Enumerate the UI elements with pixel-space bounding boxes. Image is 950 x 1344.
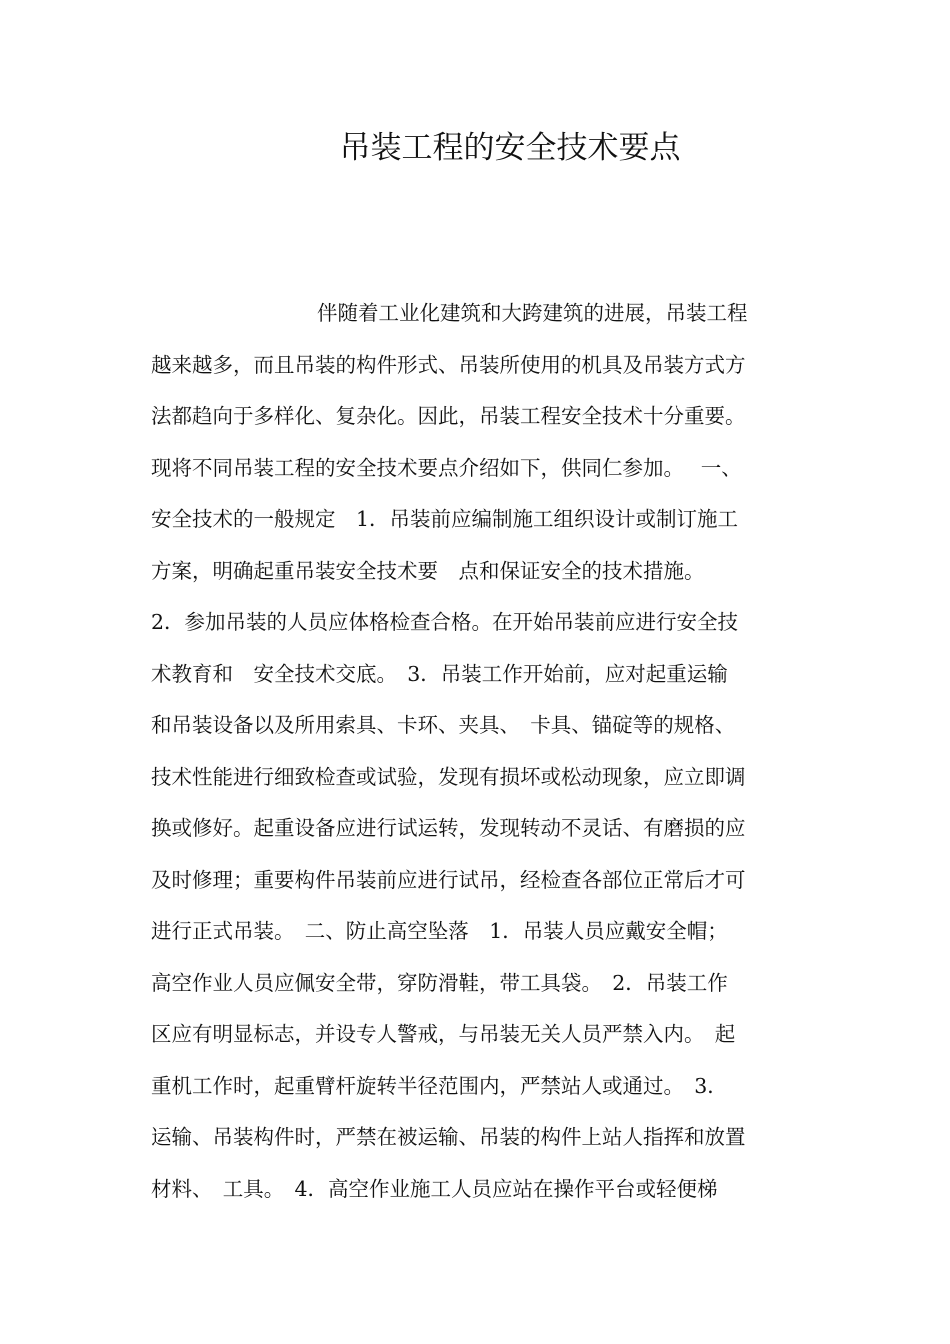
- text-line: 现将不同吊装工程的安全技术要点介绍如下，供同仁参加。 一、: [151, 455, 742, 480]
- document-title: 吊装工程的安全技术要点: [339, 130, 681, 166]
- text-line: 2．参加吊装的人员应体格检查合格。在开始吊装前应进行安全技: [151, 610, 739, 634]
- text-line: 伴随着工业化建筑和大跨建筑的进展，吊装工程: [317, 301, 748, 325]
- text-line: 重机工作时，起重臂杆旋转半径范围内，严禁站人或通过。 3．: [151, 1073, 728, 1098]
- text-line: 安全技术的一般规定 1．吊装前应编制施工组织设计或制订施工: [151, 507, 739, 531]
- text-line: 运输、吊装构件时，严禁在被运输、吊装的构件上站人指挥和放置: [151, 1125, 746, 1149]
- body-text: [151, 288, 801, 1215]
- text-line: 和吊装设备以及所用索具、卡环、夹具、 卡具、锚碇等的规格、: [151, 713, 736, 737]
- text-line: 方案，明确起重吊装安全技术要 点和保证安全的技术措施。: [151, 558, 705, 583]
- text-line: 进行正式吊装。 二、防止高空坠落 1．吊装人员应戴安全帽；: [151, 919, 728, 943]
- text-line: 及时修理；重要构件吊装前应进行试吊，经检查各部位正常后才可: [151, 867, 746, 892]
- text-line: 换或修好。起重设备应进行试运转，发现转动不灵话、有磨损的应: [151, 816, 746, 840]
- title-container: [150, 122, 870, 167]
- text-line: 技术性能进行细致检查或试验，发现有损坏或松动现象，应立即调: [151, 764, 746, 789]
- text-line: 材料、 工具。 4．高空作业施工人员应站在操作平台或轻便梯: [151, 1176, 718, 1201]
- text-line: 越来越多，而且吊装的构件形式、吊装所使用的机具及吊装方式方: [151, 352, 746, 377]
- text-line: 区应有明显标志，并设专人警戒，与吊装无关人员严禁入内。 起: [151, 1022, 736, 1046]
- text-line: 术教育和 安全技术交底。 3．吊装工作开始前，应对起重运输: [151, 661, 728, 686]
- text-line: 法都趋向于多样化、复杂化。因此，吊装工程安全技术十分重要。: [151, 404, 746, 428]
- text-line: 高空作业人员应佩安全带，穿防滑鞋，带工具袋。 2．吊装工作: [151, 970, 728, 995]
